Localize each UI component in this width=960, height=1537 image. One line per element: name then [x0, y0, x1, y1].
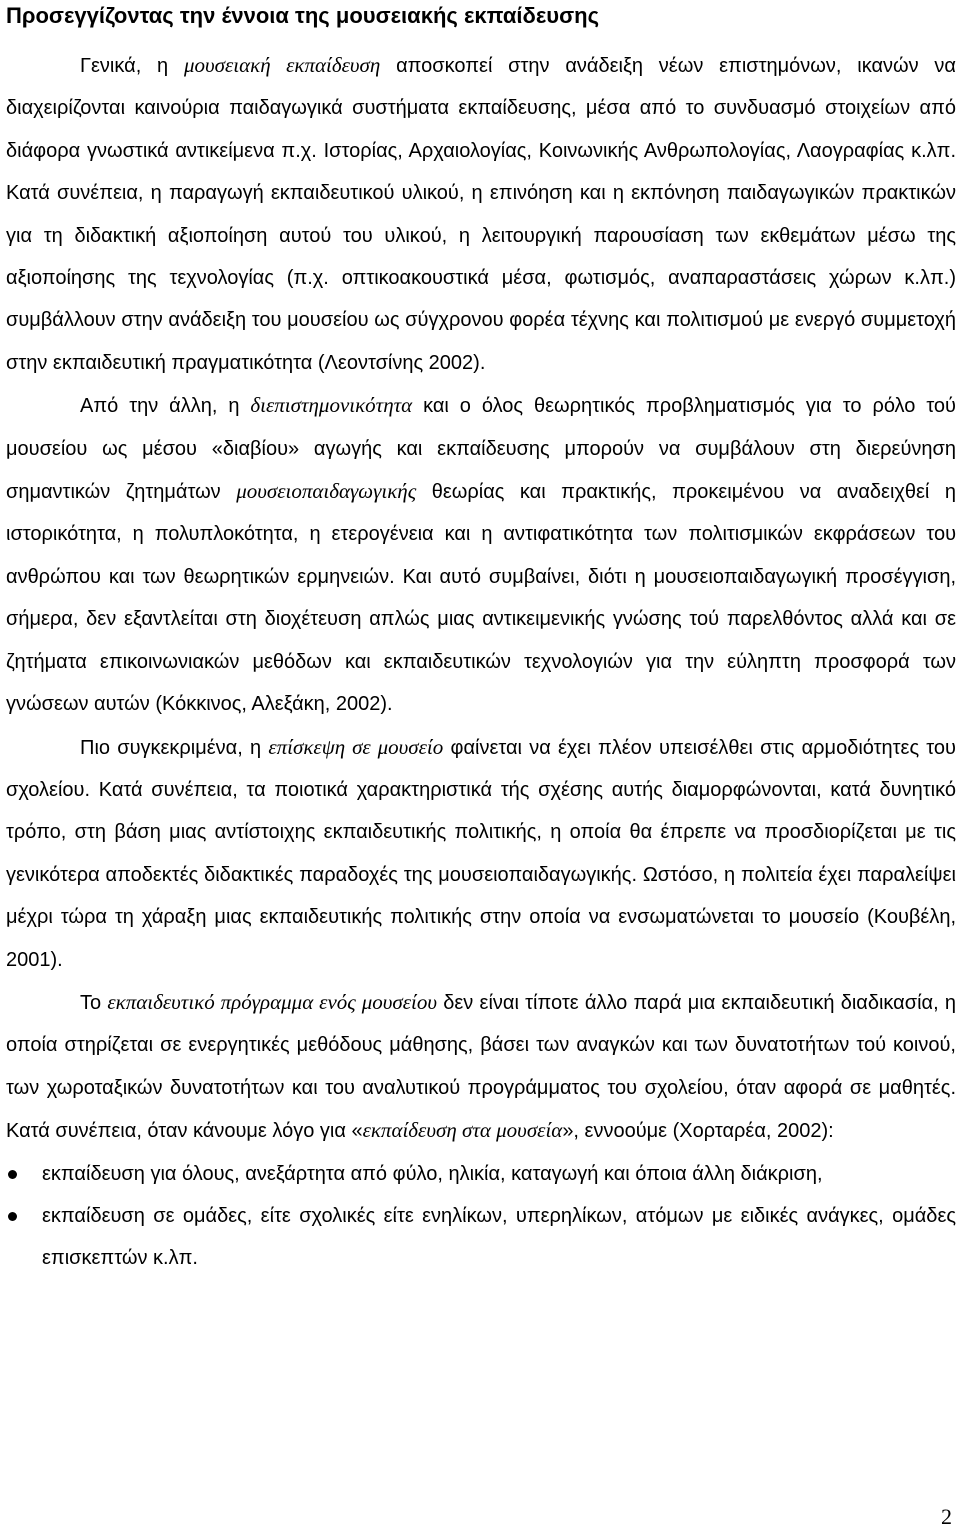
paragraph-2-emphasis-2: μουσειοπαιδαγωγικής [236, 479, 417, 504]
paragraph-2-emphasis-1: διεπιστημονικότητα [250, 393, 413, 418]
page-number: 2 [941, 1504, 952, 1529]
section-heading: Προσεγγίζοντας την έννοια της μουσειακής εκπαίδευσης [6, 3, 600, 28]
bullet-item-text: εκπαίδευση σε ομάδες, είτε σχολικές είτε ενηλίκων, υπερηλίκων, ατόμων με ειδικές ανάγκες, ομάδες επισκεπτών κ.λπ. [42, 1204, 956, 1270]
bullet-item [6, 1153, 956, 1195]
paragraph-4-text-a: Το [80, 991, 108, 1014]
bullet-dot-icon [8, 1170, 17, 1179]
paragraph-2-text-b: και ο όλος θεωρητικός προβληματισμός για το ρόλο τού μουσείου ως μέσου «διαβίου» αγωγής και εκπαίδευσης μπορούν να συμβάλουν στη διερεύνηση σημαντικών ζητημάτων [6, 395, 956, 504]
paragraph-3-text-b: φαίνεται να έχει πλέον υπεισέλθει στις αρμοδιότητες του σχολείου. Κατά συνέπεια, τα ποιοτικά χαρακτηριστικά τής σχέσης αυτής διαμορφώνονται, κατά δυνητικό τρόπο, στη βάση μιας αντίστοιχης εκπαιδευτικής πολιτικής, η οποία θα έπρεπε να προσδιορίζεται με τις γενικότερα αποδεκτές διδακτικές παραδοχές της μουσειοπαιδαγωγικής. Ωστόσο, η πολιτεία έχει παραλείψει μέχρι τώρα τη χάραξη μιας εκπαιδευτικής πολιτικής στην οποία να ενσωματώνεται το μουσείο (Κουβέλη, 2001). [6, 736, 956, 971]
document-page [6, 0, 956, 1280]
bullet-item-text: εκπαίδευση για όλους, ανεξάρτητα από φύλο, ηλικία, καταγωγή και όποια άλλη διάκριση, [42, 1162, 823, 1185]
paragraph-2-text-a: Από την άλλη, η [80, 395, 251, 418]
paragraph-1 [6, 44, 956, 384]
paragraph-1-text-a: Γενικά, η [80, 55, 184, 77]
paragraph-4-emphasis-2: εκπαίδευση στα μουσεία [362, 1118, 563, 1143]
paragraph-3-emphasis-1: επίσκεψη σε μουσείο [268, 734, 444, 759]
paragraph-4-text-c: », εννοούμε (Χορταρέα, 2002): [562, 1120, 834, 1143]
bullet-dot-icon [8, 1212, 17, 1221]
paragraph-4-emphasis-1: εκπαιδευτικό πρόγραμμα ενός μουσείου [107, 989, 438, 1014]
paragraph-1-text-b: αποσκοπεί στην ανάδειξη νέων επιστημόνων, ικανών να διαχειρίζονται καινούρια παιδαγωγικά συστήματα εκπαίδευσης, μέσα από το συνδυασμό στοιχείων από διάφορα γνωστικά αντικείμενα π.χ. Ιστορίας, Αρχαιολογίας, Κοινωνικής Ανθρωπολογίας, Λαογραφίας κ.λπ. Κατά συνέπεια, η παραγωγή εκπαιδευτικού υλικού, η επινόηση και η εκπόνηση παιδαγωγικών πρακτικών για τη διδακτική αξιοποίηση αυτού του υλικού, η λειτουργική παρουσίαση των εκθεμάτων μέσω της αξιοποίησης της τεχνολογίας (π.χ. οπτικοακουστικά μέσα, φωτισμός, αναπαραστάσεις χώρων κ.λπ.) συμβάλλουν στην ανάδειξη του μουσείου ως σύγχρονου φορέα τέχνης και πολιτισμού με ενεργό συμμετοχή στην εκπαιδευτική πραγματικότητα (Λεοντσίνης 2002). [6, 55, 956, 374]
paragraph-3-text-a: Πιο συγκεκριμένα, η [80, 736, 269, 759]
paragraph-2 [6, 384, 956, 725]
paragraph-4 [6, 981, 956, 1153]
paragraph-2-text-c: θεωρίας και πρακτικής, προκειμένου να αναδειχθεί η ιστορικότητα, η πολυπλοκότητα, η ετερογένεια και η αντιφατικότητα των πολιτισμικών εκφράσεων του ανθρώπου και των θεωρητικών ερμηνειών. Και αυτό συμβαίνει, διότι η μουσειοπαιδαγωγική προσέγγιση, σήμερα, δεν εξαντλείται στη διοχέτευση απλώς μιας αντικειμενικής γνώσης τού παρελθόντος αλλά και σε ζητήματα επικοινωνιακών μεθόδων και εκπαιδευτικών τεχνολογιών για την εύληπτη προσφορά των γνώσεων αυτών (Κόκκινος, Αλεξάκη, 2002). [6, 481, 956, 716]
bullet-list [6, 1153, 956, 1280]
paragraph-4-text-b: δεν είναι τίποτε άλλο παρά μια εκπαιδευτική διαδικασία, η οποία στηρίζεται σε ενεργητικές μεθόδους μάθησης, βάσει των αναγκών και των δυνατοτήτων τού κοινού, των χωροταξικών δυνατοτήτων και του αναλυτικού προγράμματος του σχολείου, όταν αφορά σε μαθητές. Κατά συνέπεια, όταν κάνουμε λόγο για « [6, 991, 956, 1143]
bullet-item [6, 1195, 956, 1280]
paragraph-3 [6, 726, 956, 981]
paragraph-1-emphasis-1: μουσειακή εκπαίδευση [183, 53, 381, 77]
